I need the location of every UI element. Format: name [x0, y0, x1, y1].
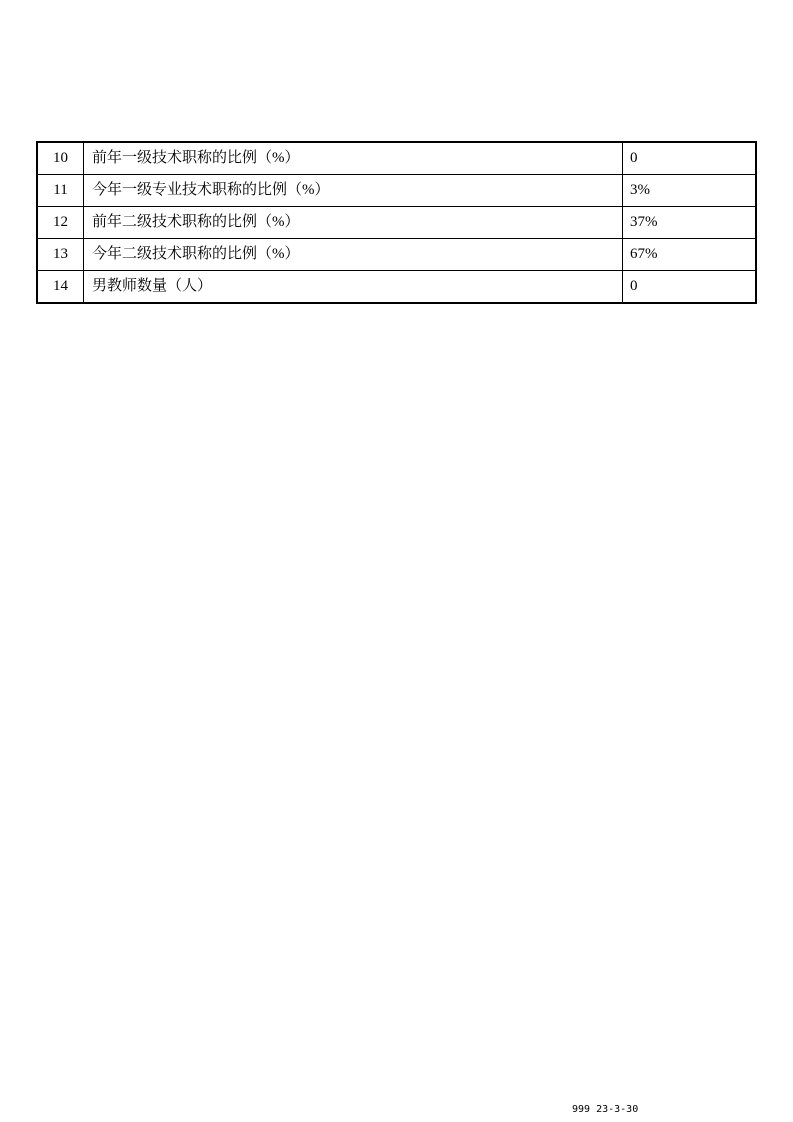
table-row	[37, 175, 756, 207]
row-number: 14	[37, 271, 84, 304]
row-item: 男教师数量（人）	[84, 271, 623, 304]
row-item: 今年二级技术职称的比例（%）	[84, 239, 623, 271]
row-item: 前年一级技术职称的比例（%）	[84, 142, 623, 175]
row-value: 37%	[623, 207, 757, 239]
table-row	[37, 142, 756, 175]
footer-stamp: 999 23-3-30	[572, 1104, 639, 1115]
row-item: 今年一级专业技术职称的比例（%）	[84, 175, 623, 207]
row-number: 10	[37, 142, 84, 175]
statistics-table	[36, 141, 757, 304]
table-body	[37, 142, 756, 303]
row-value: 0	[623, 271, 757, 304]
row-value: 3%	[623, 175, 757, 207]
table-row	[37, 239, 756, 271]
row-number: 11	[37, 175, 84, 207]
row-number: 13	[37, 239, 84, 271]
row-number: 12	[37, 207, 84, 239]
row-value: 67%	[623, 239, 757, 271]
table-row	[37, 271, 756, 304]
row-value: 0	[623, 142, 757, 175]
row-item: 前年二级技术职称的比例（%）	[84, 207, 623, 239]
table-row	[37, 207, 756, 239]
